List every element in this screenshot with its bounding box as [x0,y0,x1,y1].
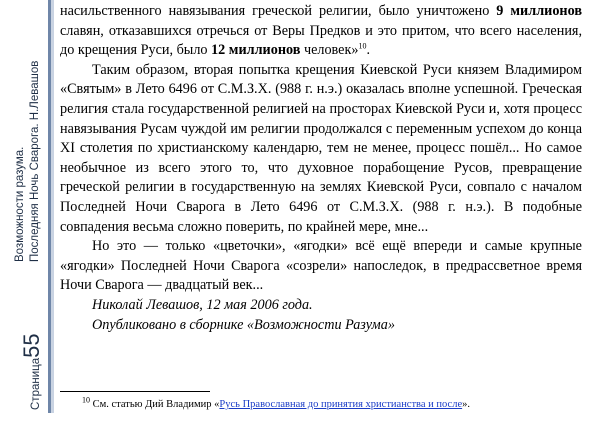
footnote-link[interactable]: Русь Православная до принятия христианства и после [219,399,463,410]
signature-author: Николай Левашов, 12 мая 2006 года. [92,297,313,313]
paragraph-1-text-a: насильственного навязывания греческой религии, было уничтожено [60,3,497,19]
paragraph-1-text-e: человек» [300,42,359,59]
page-number-block [19,333,45,410]
sidebar [8,0,48,423]
page-body [60,2,582,296]
footnote-divider [60,391,210,392]
footnote-ref[interactable]: 10 [358,41,367,51]
page-number: 55 [19,333,44,358]
paragraph-1 [60,2,582,61]
running-title-line1: Возможности разума. [14,146,26,262]
signature-published: Опубликовано в сборнике «Возможности Разума» [92,317,395,333]
footnote-number: 10 [82,395,90,405]
footnote [82,395,470,410]
paragraph-2: Таким образом, вторая попытка крещения Киевской Руси князем Владимиром «Святым» в Лето 6496 от С.М.З.Х. (988 г. н.э.) оказалась вполне успешной. Греческая религия стала государственной религией на просторах Киевской Руси и, хотя процесс навязывания Русам чуждой им религии продолжался с переменным успехом до конца XI столетия по христианскому календарю, тем не менее, процесс пошёл... Но самое необычное из всего этого то, что духовное порабощение Русов, превращение греческой религии в государственную на землях Киевской Руси, совпало с началом Последней Ночи Сварога в Лето 6496 от С.М.З.Х. (988 г. н.э.). В подобные совпадения весьма сложно поверить, по крайней мере, мне... [60,61,582,235]
page-label: Страница [30,357,42,410]
footnote-text-before: См. статью Дий Владимир « [90,399,220,410]
paragraph-3: Но это — только «цветочки», «ягодки» всё ещё впереди и самые крупные «ягодки» Последней Ночи Сварога «созрели» напоследок, в предрассветное время Ночи Сварога — двадцатый век... [60,238,582,294]
bold-figure-9-million: 9 миллионов [496,3,582,19]
paragraph-1-text-f: . [366,42,371,59]
footnote-text-after: ». [462,399,470,410]
paragraph-1-text-c: славян, отказавшихся отречься от Веры Предков и это притом, что всего населения, до крещения Руси, было [60,22,582,59]
bold-figure-12-million: 12 миллионов [211,42,301,59]
running-title-line2: Последняя Ночь Сварога. Н.Левашов [29,60,41,262]
